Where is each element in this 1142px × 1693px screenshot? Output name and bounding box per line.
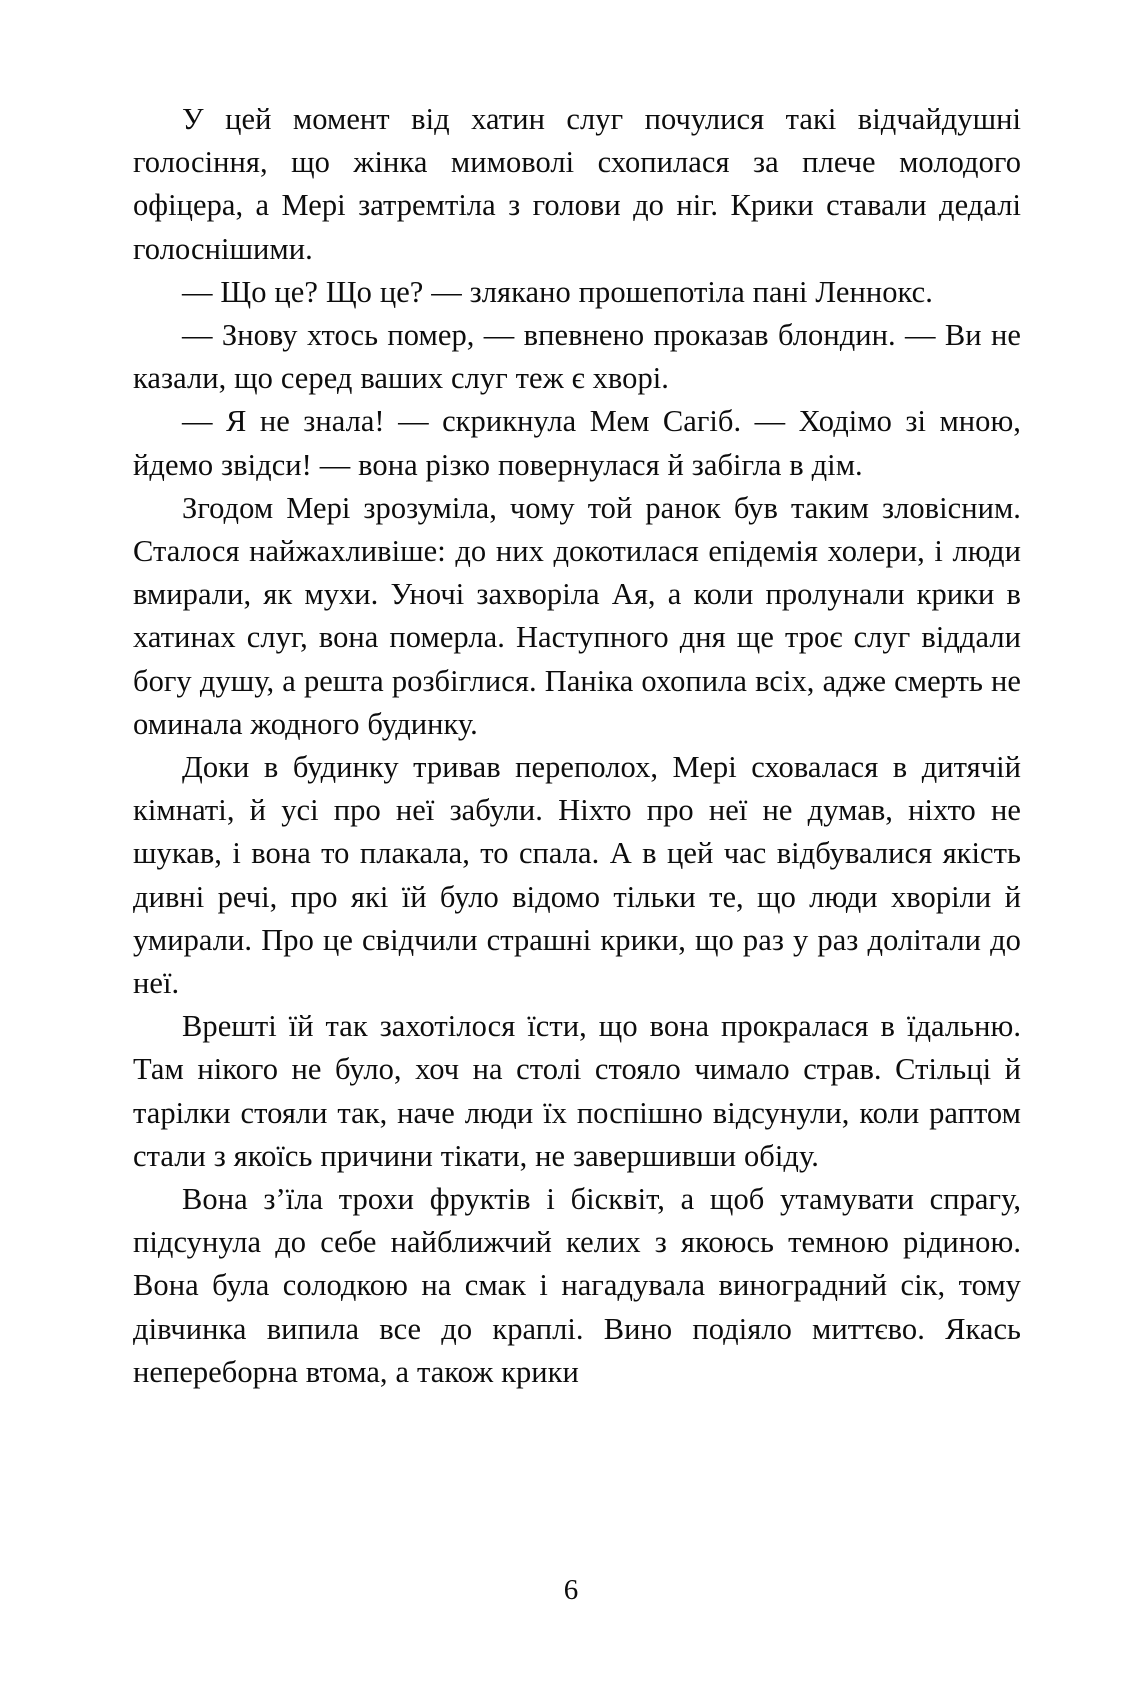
paragraph: — Знову хтось помер, — впевнено проказав блондин. — Ви не казали, що серед ваших слуг теж є хворі. <box>133 318 1021 396</box>
paragraph: — Я не знала! — скрикнула Мем Сагіб. — Ходімо зі мною, йдемо звідси! — вона різко повернулася й забігла в дім. <box>133 404 1021 482</box>
page-text-block <box>133 98 1021 1394</box>
paragraph: У цей момент від хатин слуг почулися такі відчайдушні голосіння, що жінка мимоволі схопилася за плече молодого офіцера, а Мері затремтіла з голови до ніг. Крики ставали дедалі голоснішими. <box>133 102 1021 266</box>
paragraph: — Що це? Що це? — злякано прошепотіла пані Леннокс. <box>182 274 933 309</box>
paragraph: Згодом Мері зрозуміла, чому той ранок був таким зловісним. Сталося найжахливіше: до них докотилася епідемія холери, і люди вмирали, як мухи. Уночі захворіла Ая, а коли пролунали крики в хатинах слуг, вона померла. Наступного дня ще троє слуг віддали богу душу, а решта розбіглися. Паніка охопила всіх, адже смерть не оминала жодного будинку. <box>133 490 1021 741</box>
paragraph: Врешті їй так захотілося їсти, що вона прокралася в їдальню. Там нікого не було, хоч на столі стояло чимало страв. Стільці й тарілки стояли так, наче люди їх поспішно відсунули, коли раптом стали з якоїсь причини тікати, не завершивши обіду. <box>133 1009 1021 1173</box>
paragraph: Доки в будинку тривав переполох, Мері сховалася в дитячій кімнаті, й усі про неї забули. Ніхто про неї не думав, ніхто не шукав, і вона то плакала, то спала. А в цей час відбувалися якість дивні речі, про які їй було відомо тільки те, що люди хворіли й умирали. Про це свідчили страшні крики, що раз у раз долітали до неї. <box>133 750 1021 1001</box>
paragraph: Вона з’їла трохи фруктів і бісквіт, а щоб утамувати спрагу, підсунула до себе найближчий келих з якоюсь темною рідиною. Вона була солодкою на смак і нагадувала виноградний сік, тому дівчинка випила все до краплі. Вино подіяло миттєво. Якась непереборна втома, а також крики <box>133 1182 1021 1389</box>
page-number: 6 <box>563 1574 579 1606</box>
